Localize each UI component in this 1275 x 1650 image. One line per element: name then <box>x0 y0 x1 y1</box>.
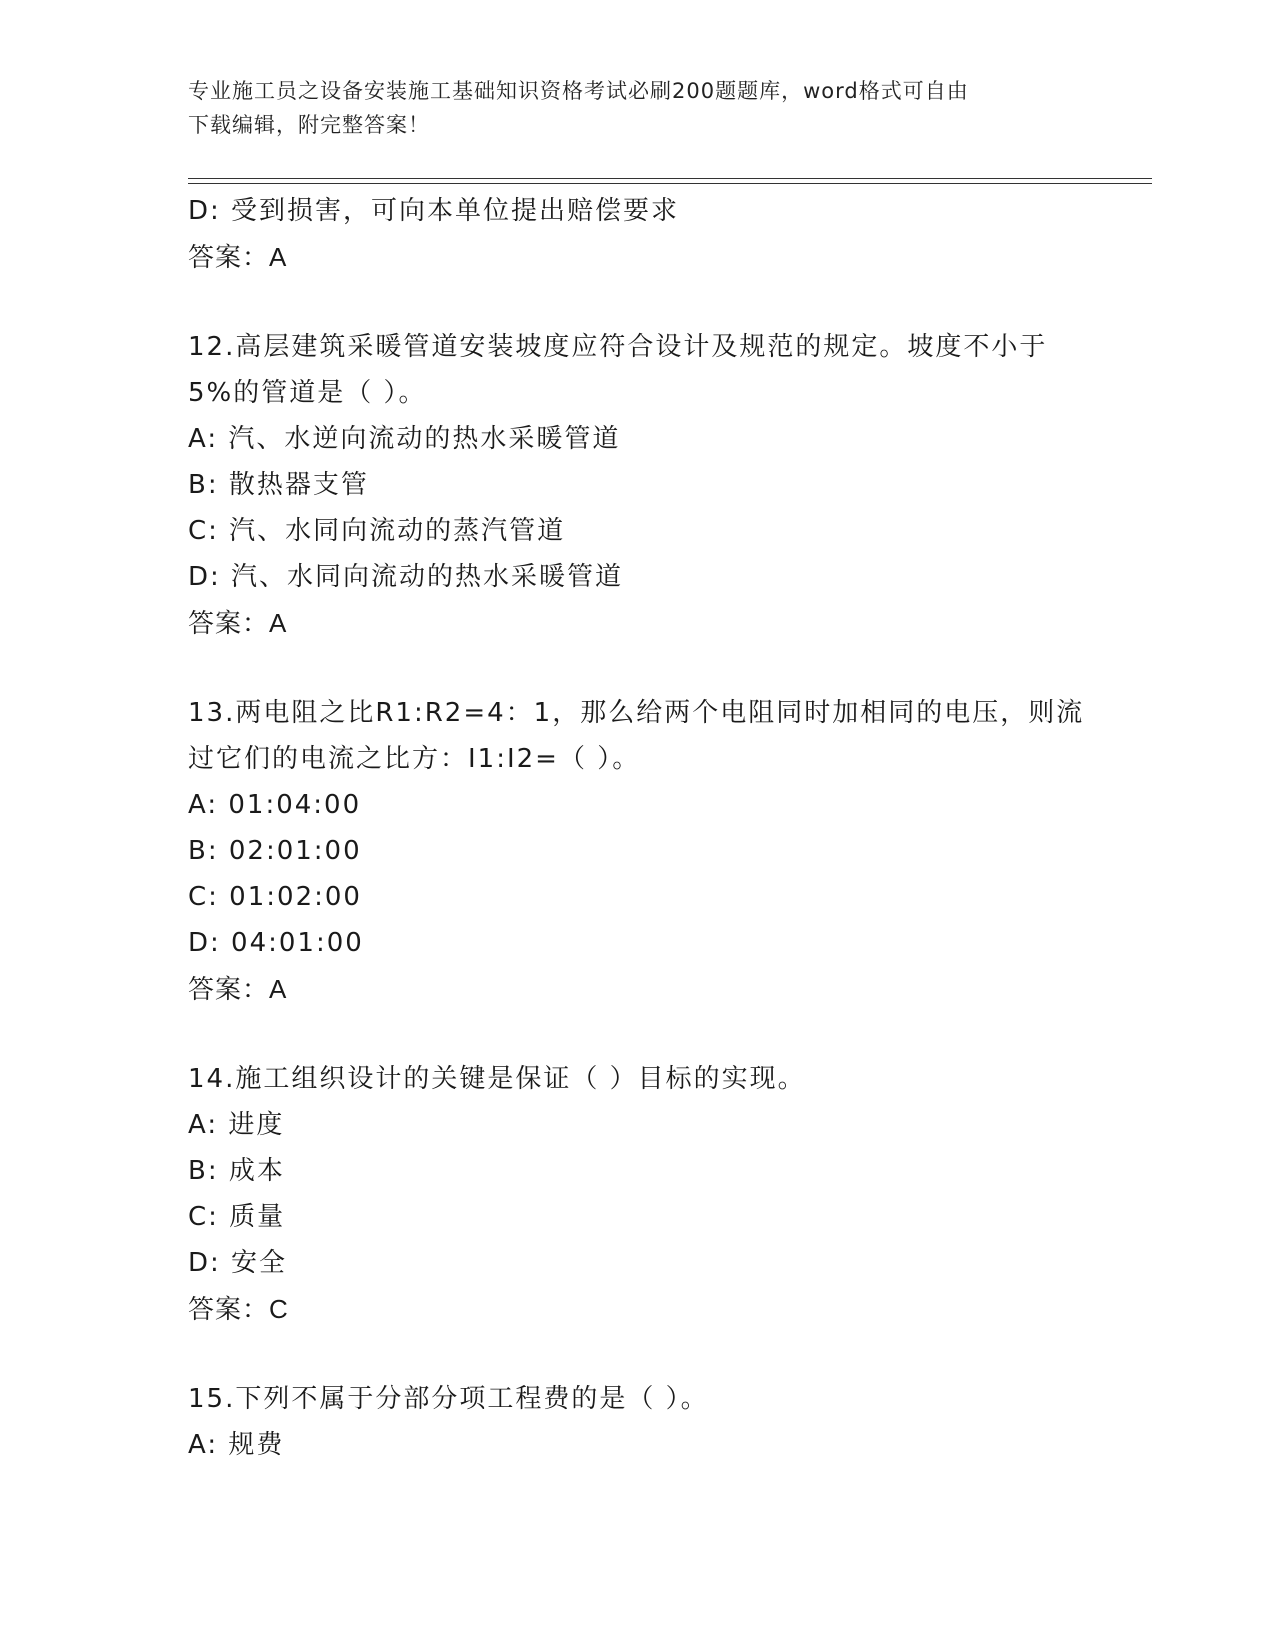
header-title-line-1: 专业施工员之设备安装施工基础知识资格考试必刷200题题库，word格式可自由 <box>188 79 969 103</box>
option-a: A: 规费 <box>188 1430 285 1460</box>
option-b: B: 成本 <box>188 1156 285 1186</box>
spacer <box>188 646 1088 690</box>
spacer <box>188 1012 1088 1056</box>
question-12 <box>188 324 1088 646</box>
option-a: A: 汽、水逆向流动的热水采暖管道 <box>188 424 621 454</box>
option-c: C: 汽、水同向流动的蒸汽管道 <box>188 516 566 546</box>
question-13 <box>188 690 1088 1012</box>
question-stem-line-2: 过它们的电流之比方：I1:I2=（ ）。 <box>188 744 641 774</box>
prev-question-option-d: D: 受到损害，可向本单位提出赔偿要求 <box>188 196 680 226</box>
option-b: B: 散热器支管 <box>188 470 369 500</box>
option-a: A: 01:04:00 <box>188 790 362 820</box>
spacer <box>188 1332 1088 1376</box>
prev-question-answer: 答案：A <box>188 242 288 272</box>
header-divider-top <box>188 178 1152 179</box>
answer: 答案：C <box>188 1294 289 1324</box>
spacer <box>188 280 1088 324</box>
question-stem-line-1: 13.两电阻之比R1:R2=4：1，那么给两个电阻同时加相同的电压，则流 <box>188 698 1085 728</box>
question-content <box>188 188 1088 1468</box>
option-a: A: 进度 <box>188 1110 285 1140</box>
answer: 答案：A <box>188 974 288 1004</box>
question-stem-line-1: 12.高层建筑采暖管道安装坡度应符合设计及规范的规定。坡度不小于 <box>188 332 1048 362</box>
option-d: D: 04:01:00 <box>188 928 364 958</box>
question-stem-line-1: 15.下列不属于分部分项工程费的是（ ）。 <box>188 1384 709 1414</box>
option-d: D: 汽、水同向流动的热水采暖管道 <box>188 562 624 592</box>
option-c: C: 质量 <box>188 1202 286 1232</box>
answer: 答案：A <box>188 608 288 638</box>
header-divider-bottom <box>188 183 1152 184</box>
header-title-line-2: 下载编辑，附完整答案！ <box>188 113 430 137</box>
question-14 <box>188 1056 1088 1332</box>
question-stem-line-1: 14.施工组织设计的关键是保证（ ）目标的实现。 <box>188 1064 806 1094</box>
document-header <box>188 74 1068 142</box>
question-15 <box>188 1376 1088 1468</box>
option-d: D: 安全 <box>188 1248 288 1278</box>
option-c: C: 01:02:00 <box>188 882 362 912</box>
option-b: B: 02:01:00 <box>188 836 362 866</box>
question-stem-line-2: 5%的管道是（ ）。 <box>188 378 427 408</box>
